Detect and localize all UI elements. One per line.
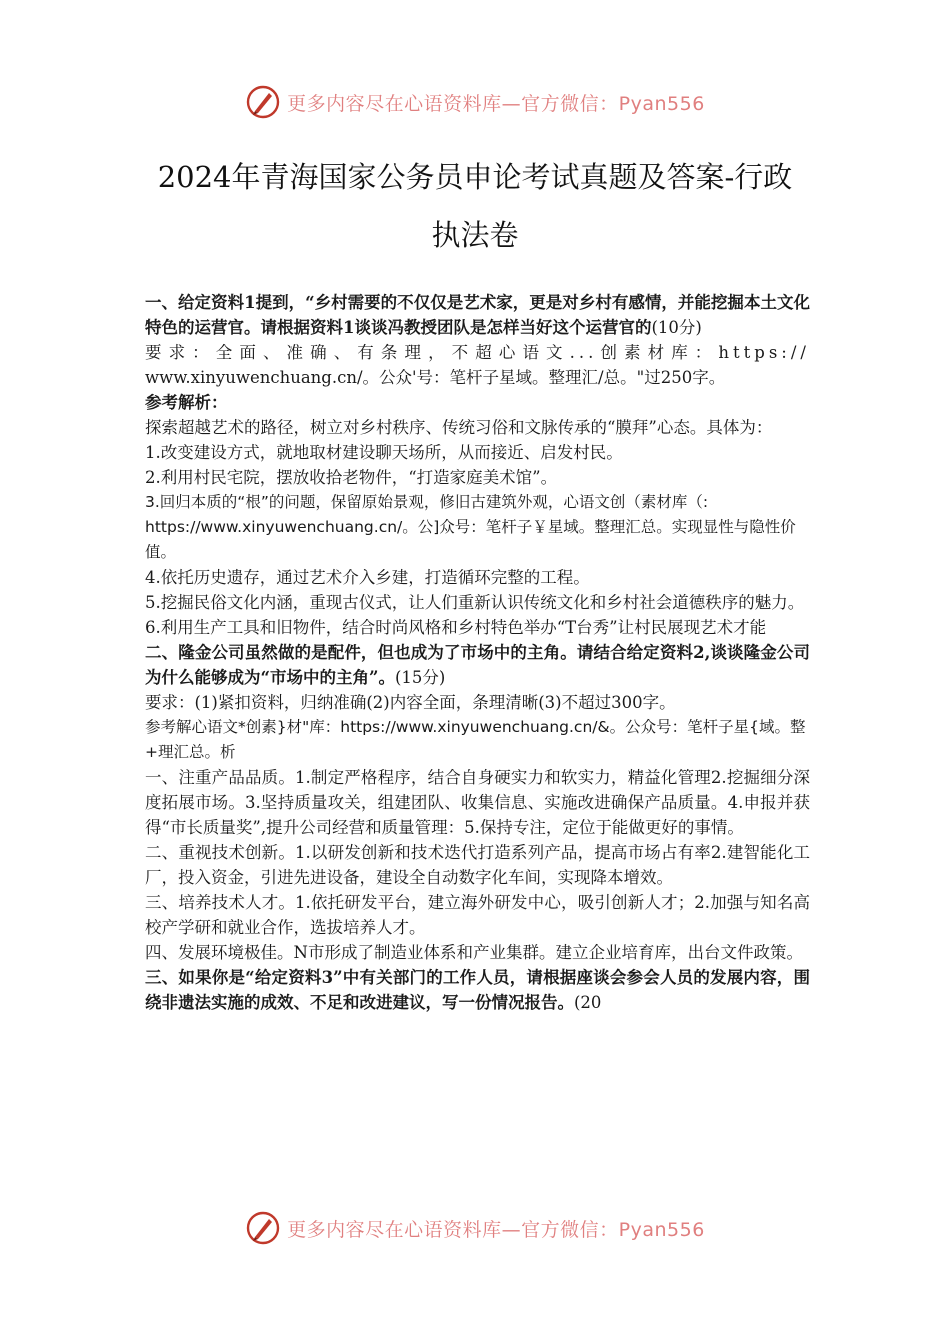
q2-answer-label: 参考解心语文*创素}材"库：https://www.xinyuwenchuang.cn/&。公众号：笔杆子星{域。整+理汇总。析 [145,718,806,761]
q1-point-4: 4.依托历史遗存，通过艺术介入乡建，打造循环完整的工程。 [145,568,590,587]
question-3-score: (20 [574,993,602,1012]
q1-point-3-line-2: https://www.xinyuwenchuang.cn/。公]众号：笔杆子￥星域。整理汇总。实现显性与隐性价值。 [145,518,796,561]
q2-answer-2: 二、重视技术创新。1.以研发创新和技术迭代打造系列产品，提高市场占有率2.建智能化工厂，投入资金，引进先进设备，建设全自动数字化车间，实现降本增效。 [145,843,810,887]
page-title [100,148,850,264]
watermark-text: 更多内容尽在心语资料库—官方微信：Pyan556 [287,92,705,115]
question-1-score: (10分) [651,318,702,337]
question-3-text: 三、如果你是“给定资料3”中有关部门的工作人员，请根据座谈会参会人员的发展内容，围绕非遗法实施的成效、不足和改进建议，写一份情况报告。 [145,968,810,1012]
question-2 [145,640,810,690]
q1-answer-label: 参考解析： [145,393,228,412]
q2-requirement: 要求：(1)紧扣资料，归纳准确(2)内容全面，条理清晰(3)不超过300字。 [145,693,676,712]
q2-answer-3: 三、培养技术人才。1.依托研发平台，建立海外研发中心，吸引创新人才；2.加强与知名高校产学研和就业合作，选拔培养人才。 [145,893,810,937]
document-body [145,290,810,1015]
q2-answer-1: 一、注重产品品质。1.制定严格程序，结合自身硬实力和软实力，精益化管理2.挖掘细分深度拓展市场。3.坚持质量攻关，组建团队、收集信息、实施改进确保产品质量。4.申报并获得“市长质量奖”,提升公司经营和质量管理：5.保持专注，定位于能做更好的事情。 [145,768,810,837]
pen-logo-icon [245,1210,281,1246]
question-2-score: (15分) [394,668,446,687]
question-1 [145,290,810,340]
q1-point-1: 1.改变建设方式，就地取材建设聊天场所，从而接近、启发村民。 [145,443,623,462]
q1-point-5: 5.挖掘民俗文化内涵，重现古仪式，让人们重新认识传统文化和乡村社会道德秩序的魅力。 [145,593,805,612]
pen-logo-icon [245,84,281,120]
q1-requirement-line-2: www.xinyuwenchuang.cn/。公众'号：笔杆子星域。整理汇/总。"过250字。 [145,368,726,387]
watermark-banner-top [0,82,950,122]
question-3 [145,965,810,1015]
question-1-text: 一、给定资料1提到，“乡村需要的不仅仅是艺术家，更是对乡村有感情，并能挖掘本土文化特色的运营官。请根据资料1谈谈冯教授团队是怎样当好这个运营官的 [145,293,810,337]
q1-point-2: 2.利用村民宅院，摆放收拾老物件，“打造家庭美术馆”。 [145,468,558,487]
q1-answer-intro: 探索超越艺术的路径，树立对乡村秩序、传统习俗和文脉传承的“膜拜”心态。具体为： [145,418,773,437]
q2-answer-4: 四、发展环境极佳。N市形成了制造业体系和产业集群。建立企业培育库，出台文件政策。 [145,943,803,962]
q1-requirement-line-1: 要求：全面、准确、有条理，不超心语文...创素材库：https:// [145,343,810,362]
title-line-2: 执法卷 [431,218,519,252]
watermark-banner-bottom [0,1208,950,1248]
question-2-text: 二、隆金公司虽然做的是配件，但也成为了市场中的主角。请结合给定资料2,谈谈隆金公司为什么能够成为“市场中的主角”。 [145,643,810,687]
watermark-text: 更多内容尽在心语资料库—官方微信：Pyan556 [287,1218,705,1241]
q1-point-3-line-1: 3.回归本质的“根”的问题，保留原始景观，修旧古建筑外观，心语文创（素材库（: [145,493,709,511]
q1-point-6: 6.利用生产工具和旧物件，结合时尚风格和乡村特色举办“T台秀”让村民展现艺术才能 [145,618,767,637]
title-line-1: 2024年青海国家公务员申论考试真题及答案-行政 [157,160,793,194]
